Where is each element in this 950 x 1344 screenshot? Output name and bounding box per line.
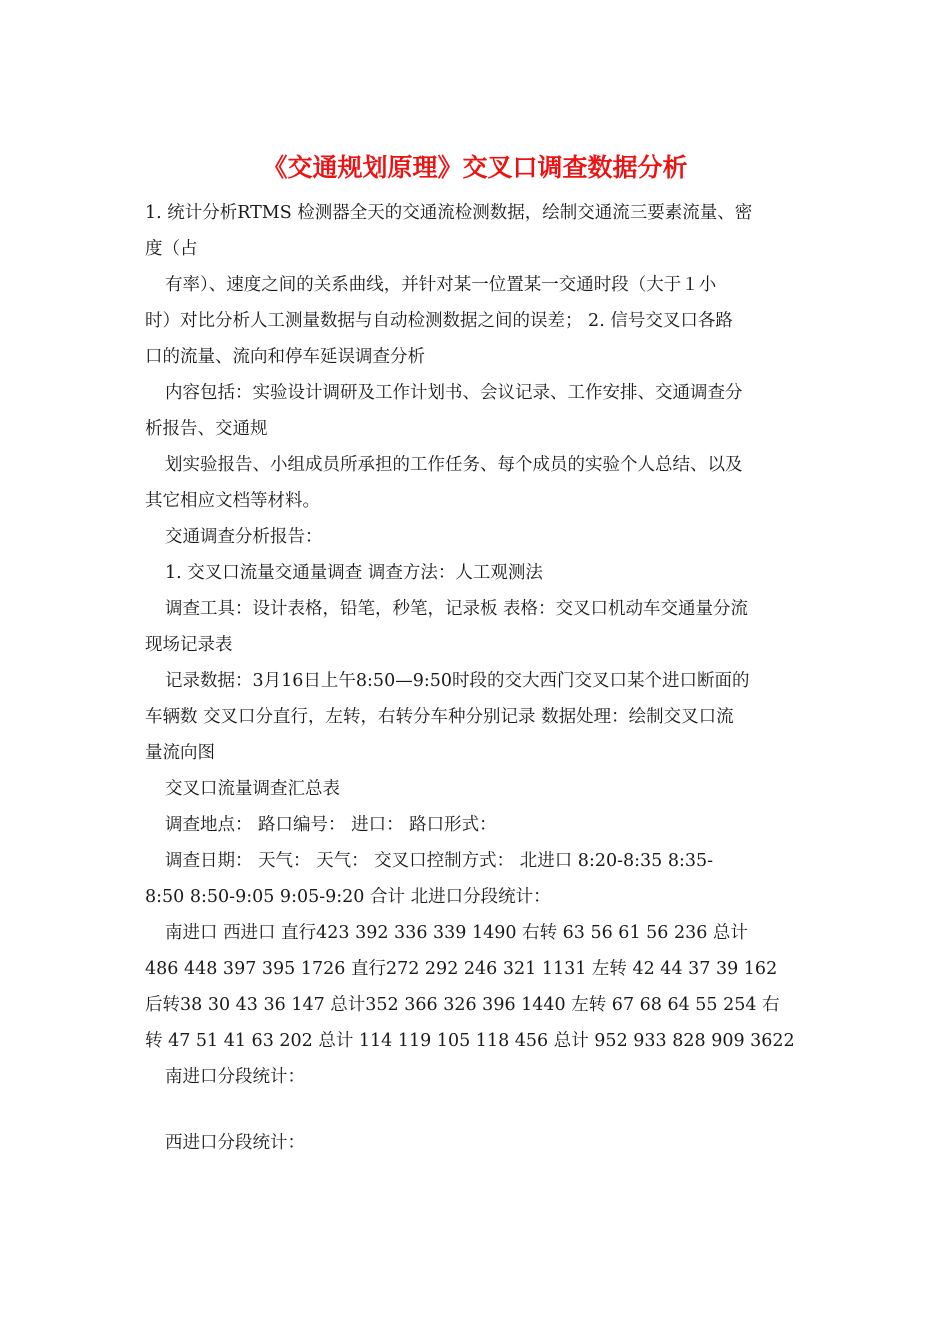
text-line: 486 448 397 395 1726 直行272 292 246 321 1131 左转 42 44 37 39 162 [145, 959, 778, 979]
text-line: 后转38 30 43 36 147 总计352 366 326 396 1440 左转 67 68 64 55 254 右 [145, 995, 780, 1015]
text-line: 南进口分段统计： [165, 1067, 305, 1087]
text-line: 车辆数 交叉口分直行，左转，右转分车种分别记录 数据处理：绘制交叉口流 [145, 707, 734, 727]
text-line: 其它相应文档等材料。 [145, 491, 320, 511]
text-line: 南进口 西进口 直行423 392 336 339 1490 右转 63 56 61 56 236 总计 [165, 923, 748, 943]
text-line: 量流向图 [145, 743, 215, 763]
text-line: 1. 交叉口流量交通量调查 调查方法：人工观测法 [165, 563, 543, 583]
text-line: 交叉口流量调查汇总表 [165, 779, 340, 799]
text-line: 调查地点： 路口编号： 进口： 路口形式： [165, 815, 497, 835]
document-title: 《交通规划原理》交叉口调查数据分析 [262, 153, 688, 182]
text-line: 8:50 8:50-9:05 9:05-9:20 合计 北进口分段统计： [145, 887, 551, 907]
text-line: 划实验报告、小组成员所承担的工作任务、每个成员的实验个人总结、以及 [165, 455, 743, 475]
text-line: 记录数据：3月16日上午8:50—9:50时段的交大西门交叉口某个进口断面的 [165, 671, 750, 691]
text-line: 调查工具：设计表格，铅笔，秒笔，记录板 表格：交叉口机动车交通量分流 [165, 599, 749, 619]
text-line: 现场记录表 [145, 635, 233, 655]
text-line: 时）对比分析人工测量数据与自动检测数据之间的误差； 2. 信号交叉口各路 [145, 311, 733, 331]
text-line: 调查日期： 天气： 天气： 交叉口控制方式： 北进口 8:20-8:35 8:35- [165, 851, 714, 871]
text-line: 交通调查分析报告： [165, 527, 323, 547]
text-line: 西进口分段统计： [165, 1133, 305, 1153]
text-line: 转 47 51 41 63 202 总计 114 119 105 118 456 总计 952 933 828 909 3622 [145, 1031, 795, 1051]
text-line: 析报告、交通规 [145, 419, 268, 439]
text-line: 口的流量、流向和停车延误调查分析 [145, 347, 425, 367]
text-line: 1. 统计分析RTMS 检测器全天的交通流检测数据，绘制交通流三要素流量、密 [145, 203, 753, 223]
text-line: 内容包括：实验设计调研及工作计划书、会议记录、工作安排、交通调查分 [165, 383, 743, 403]
text-line: 有率）、速度之间的关系曲线，并针对某一位置某一交通时段（大于１小 [165, 275, 717, 295]
text-line: 度（占 [145, 239, 198, 259]
